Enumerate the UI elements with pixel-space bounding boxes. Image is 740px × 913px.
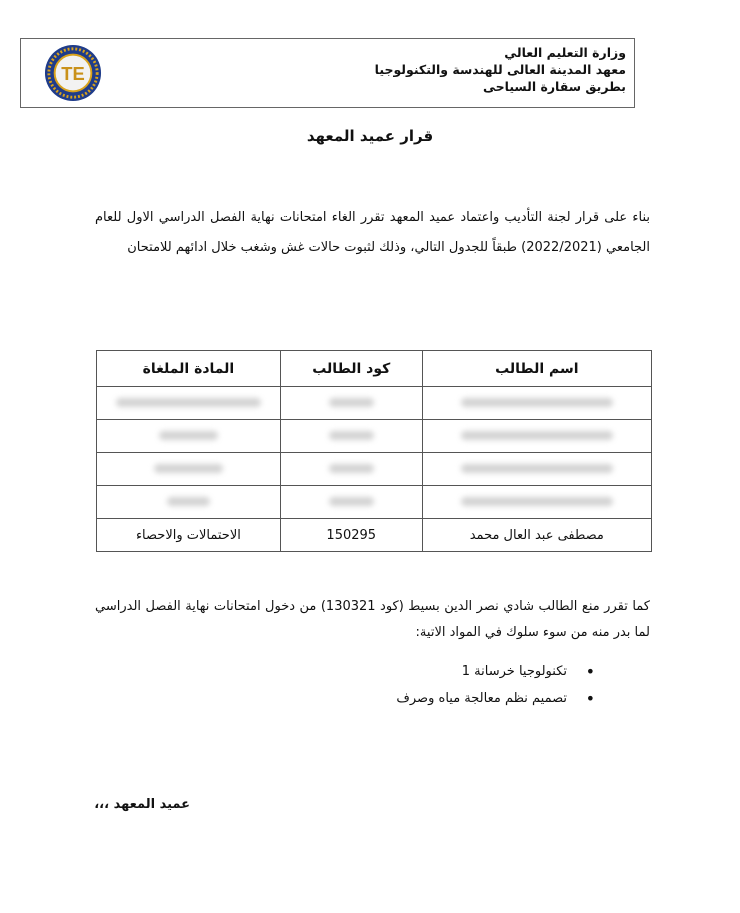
redacted-cell <box>329 497 374 506</box>
page-title: قرار عميد المعهد <box>306 127 434 145</box>
ban-paragraph: كما تقرر منع الطالب شادي نصر الدين بسيط (كود 130321) من دخول امتحانات نهاية الفصل الدراسي لما بدر منه من سوء سلوك في المواد الاتية: <box>95 599 650 640</box>
table-row-blurred <box>97 453 652 486</box>
list-item: • تصميم نظم معالجة مياه وصرف <box>396 685 595 712</box>
logo-letters: TE <box>61 62 85 84</box>
redacted-cell <box>167 497 210 506</box>
institute-name: معهد المدينة العالى للهندسة والتكنولوجيا <box>374 62 626 77</box>
redacted-cell <box>329 431 374 440</box>
redacted-cell <box>329 464 374 473</box>
institute-logo-icon <box>44 44 102 102</box>
redacted-cell <box>329 398 374 407</box>
col-header-cancelled-subject: المادة الملغاة <box>97 351 281 387</box>
cancelled-exams-table <box>96 350 652 552</box>
student-code-cell: 150295 <box>280 519 422 552</box>
redacted-cell <box>461 431 612 440</box>
ministry-name: وزارة التعليم العالي <box>504 45 626 60</box>
redacted-cell <box>461 464 612 473</box>
col-header-student-name: اسم الطالب <box>422 351 651 387</box>
redacted-cell <box>461 398 612 407</box>
table-header-row <box>97 351 652 387</box>
institution-info <box>375 44 626 95</box>
letterhead <box>20 38 635 108</box>
redacted-cell <box>159 431 219 440</box>
table-row-blurred <box>97 486 652 519</box>
cancelled-subject-cell: الاحتمالات والاحصاء <box>97 519 281 552</box>
banned-subjects-list <box>396 658 595 712</box>
redacted-cell <box>461 497 612 506</box>
decision-paragraph: بناء على قرار لجنة التأديب واعتماد عميد المعهد تقرر الغاء امتحانات نهاية الفصل الدراسي الاول للعام الجامعي (2022/2021) طبقاً للجدول التالي، وذلك لثبوت حالات غش وشغب خلال ادائهم للامتحان <box>95 210 650 255</box>
dean-signature-line: عميد المعهد ،،، <box>94 797 190 812</box>
list-item: • تكنولوجيا خرسانة 1 <box>396 658 595 685</box>
table-row-blurred <box>97 420 652 453</box>
redacted-cell <box>116 398 261 407</box>
table-row <box>97 519 652 552</box>
col-header-student-code: كود الطالب <box>280 351 422 387</box>
table-row-blurred <box>97 387 652 420</box>
student-name-cell: مصطفى عبد العال محمد <box>422 519 651 552</box>
redacted-cell <box>154 464 222 473</box>
institute-address: بطريق سقارة السياحى <box>482 79 626 94</box>
